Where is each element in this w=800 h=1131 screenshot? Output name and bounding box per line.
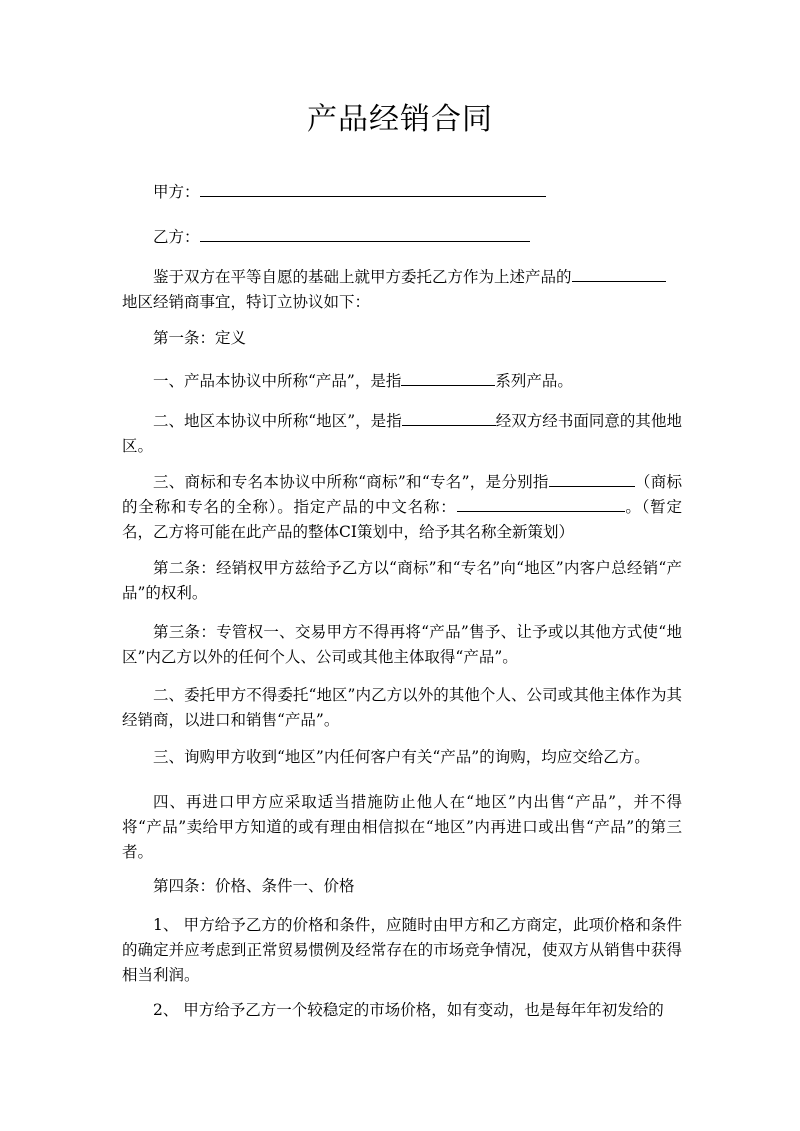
article-1-item-2-text-b: 经双方经书面同意的其他地区。: [122, 412, 682, 455]
party-a-label: 甲方：: [153, 183, 200, 201]
article-1-item-3: [122, 470, 682, 545]
party-b-line: [122, 225, 682, 250]
article-1-item-1-text-b: 系列产品。: [495, 372, 573, 390]
article-1-item-2-text-a: 二、地区本协议中所称“地区”，是指: [153, 412, 402, 430]
intro-text-2: 地区经销商事宜，特订立协议如下：: [122, 293, 371, 311]
article-1-item-3-text-b: （商标的全称和专名的全称）。指定产品的中文名称：: [122, 473, 682, 516]
product-series-blank: [401, 369, 495, 386]
article-1-item-3-text-a: 三、商标和专名本协议中所称“商标”和“专名”，是分别指: [153, 473, 549, 491]
party-b-blank: [200, 225, 530, 242]
article-4-item-1: 1、 甲方给予乙方的价格和条件，应随时由甲方和乙方商定，此项价格和条件的确定并应考虑到正常贸易惯例及经常存在的市场竞争情况，使双方从销售中获得相当利润。: [122, 916, 682, 984]
party-a-blank: [200, 180, 546, 197]
article-4-heading: 第四条：价格、条件一、价格: [153, 877, 355, 895]
article-2: 第二条：经销权甲方兹给予乙方以“商标”和“专名”向“地区”内客户总经销“产品”的权利。: [122, 559, 682, 602]
document-title: 产品经销合同: [307, 102, 493, 137]
party-a-line: [122, 180, 682, 205]
intro-paragraph: [122, 265, 682, 315]
chinese-name-blank: [457, 495, 625, 512]
article-1-item-1-text-a: 一、产品本协议中所称“产品”，是指: [153, 372, 402, 390]
trademark-blank: [549, 470, 635, 487]
product-blank: [572, 265, 666, 282]
intro-text-1: 鉴于双方在平等自愿的基础上就甲方委托乙方作为上述产品的: [153, 268, 572, 286]
article-3-item-1: 第三条：专管权一、交易甲方不得再将“产品”售予、让予或以其他方式使“地区”内乙方以外的任何个人、公司或其他主体取得“产品”。: [122, 623, 682, 666]
article-1-item-3-text-c: 。（暂定名，乙方将可能在此产品的整体CI策划中，给予其名称全新策划）: [122, 498, 682, 541]
article-3-item-2: 二、委托甲方不得委托“地区”内乙方以外的其他个人、公司或其他主体作为其经销商，以进口和销售“产品”。: [122, 686, 682, 729]
article-4-item-2: 2、 甲方给予乙方一个较稳定的市场价格，如有变动，也是每年年初发给的: [153, 1001, 664, 1019]
party-b-label: 乙方：: [153, 228, 200, 246]
region-blank: [402, 409, 496, 426]
article-1-item-1: [122, 369, 682, 394]
article-3-item-4: 四、再进口甲方应采取适当措施防止他人在“地区”内出售“产品”，并不得将“产品”卖给甲方知道的或有理由相信拟在“地区”内再进口或出售“产品”的第三者。: [122, 793, 682, 861]
article-1-item-2: [122, 409, 682, 459]
article-1-heading: 第一条：定义: [153, 329, 247, 347]
article-3-item-3: 三、询购甲方收到“地区”内任何客户有关“产品”的询购，均应交给乙方。: [153, 748, 650, 766]
